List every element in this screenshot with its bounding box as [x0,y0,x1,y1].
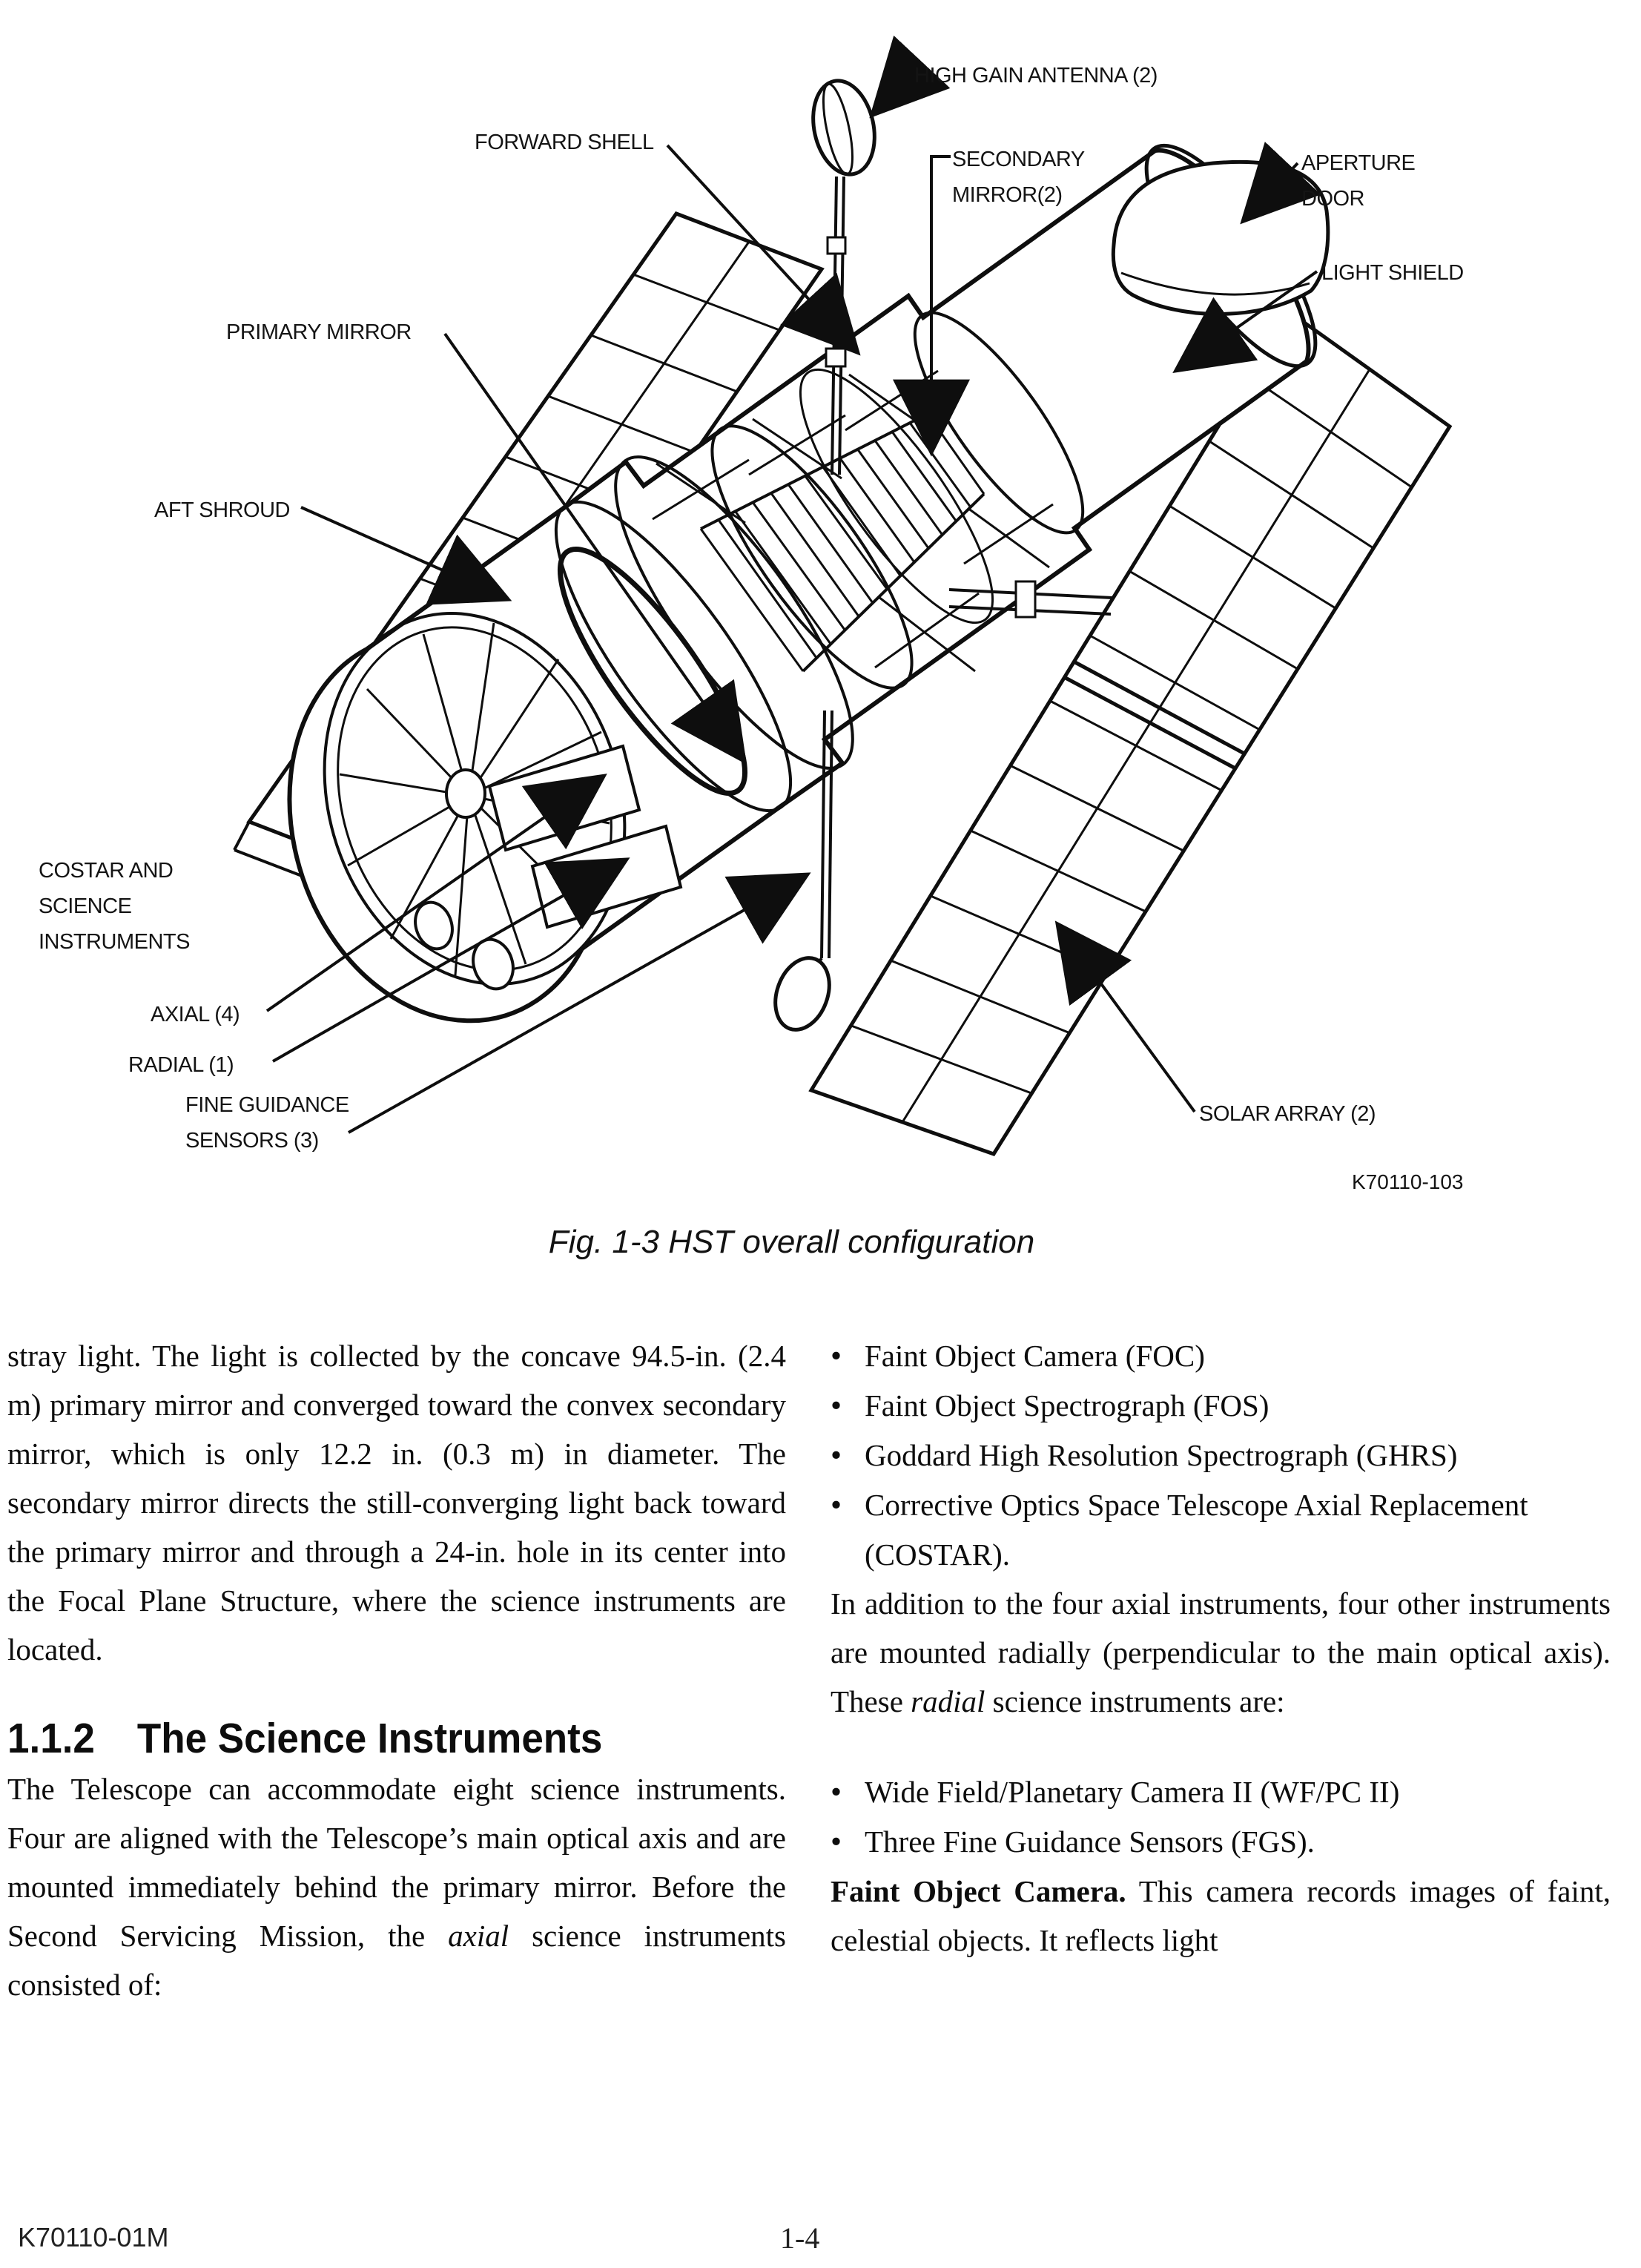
paragraph-faint-object-camera: Faint Object Camera. This camera records images of faint, celestial objects. It reflects light [831,1874,1611,1957]
bullet-dot: • [831,1824,842,1859]
label-fine-guidance-sensors: FINE GUIDANCE SENSORS (3) [185,1093,349,1153]
aperture-door-drawing [1113,162,1328,314]
label-secondary-mirror: SECONDARY MIRROR(2) [952,148,1085,207]
label-axial: AXIAL (4) [151,1003,240,1026]
bullet-dot: • [831,1438,842,1473]
bullet-dot: • [831,1388,842,1423]
label-high-gain-antenna: HIGH GAIN ANTENNA (2) [914,64,1158,88]
list-item: • Three Fine Guidance Sensors (FGS). [831,1817,1611,1867]
label-radial: RADIAL (1) [128,1053,234,1077]
radial-instruments-list [831,1767,1611,1867]
list-item: • Faint Object Camera (FOC) [831,1331,1611,1381]
label-light-shield: LIGHT SHIELD [1321,261,1464,285]
list-item: • Faint Object Spectrograph (FOS) [831,1381,1611,1431]
section-heading [7,1712,732,1764]
label-costar-instruments: COSTAR AND SCIENCE INSTRUMENTS [39,859,190,954]
footer-doc-number: K70110-01M [18,2222,169,2252]
bullet-dot: • [831,1488,842,1523]
left-column [7,1331,786,2009]
label-aperture-door: APERTURE DOOR [1301,151,1416,211]
paragraph-radial: In addition to the four axial instruments, four other instruments are mounted radially (perpendicular to the main optical axis). These radial science instruments are: [831,1586,1611,1718]
bullet-dot: • [831,1339,842,1374]
label-aft-shroud: AFT SHROUD [154,498,290,522]
section-title: The Science Instruments [136,1715,603,1762]
figure-ref-number: K70110-103 [1352,1170,1464,1193]
figure-caption: Fig. 1-3 HST overall configuration [548,1224,1035,1260]
paragraph-optics: stray light. The light is collected by the concave 94.5-in. (2.4 m) primary mirror and converged toward the convex secondary mirror, which is only 12.2 in. (0.3 m) in diameter. The secondary mirror directs the still-converging light back toward the primary mirror and through a 24-in. hole in its center into the Focal Plane Structure, where the science instruments are located. [7,1339,786,1667]
bullet-dot: • [831,1775,842,1810]
label-solar-array: SOLAR ARRAY (2) [1199,1102,1376,1126]
label-forward-shell: FORWARD SHELL [475,131,654,154]
list-item: • Goddard High Resolution Spectrograph (GHRS) [831,1431,1611,1480]
list-item: • Wide Field/Planetary Camera II (WF/PC II) [831,1767,1611,1817]
footer-page-number: 1-4 [780,2221,820,2255]
paragraph-instruments: The Telescope can accommodate eight science instruments. Four are aligned with the Telescope’s main optical axis and are mounted immediately behind the primary mirror. Before the Second Servicing Mission, the axial science instruments consisted of: [7,1772,786,2002]
label-primary-mirror: PRIMARY MIRROR [226,320,412,344]
right-column [831,1331,1611,1965]
list-item: • Corrective Optics Space Telescope Axial Replacement (COSTAR). [831,1480,1611,1579]
section-number: 1.1.2 [7,1715,95,1762]
axial-instruments-list [831,1331,1611,1579]
